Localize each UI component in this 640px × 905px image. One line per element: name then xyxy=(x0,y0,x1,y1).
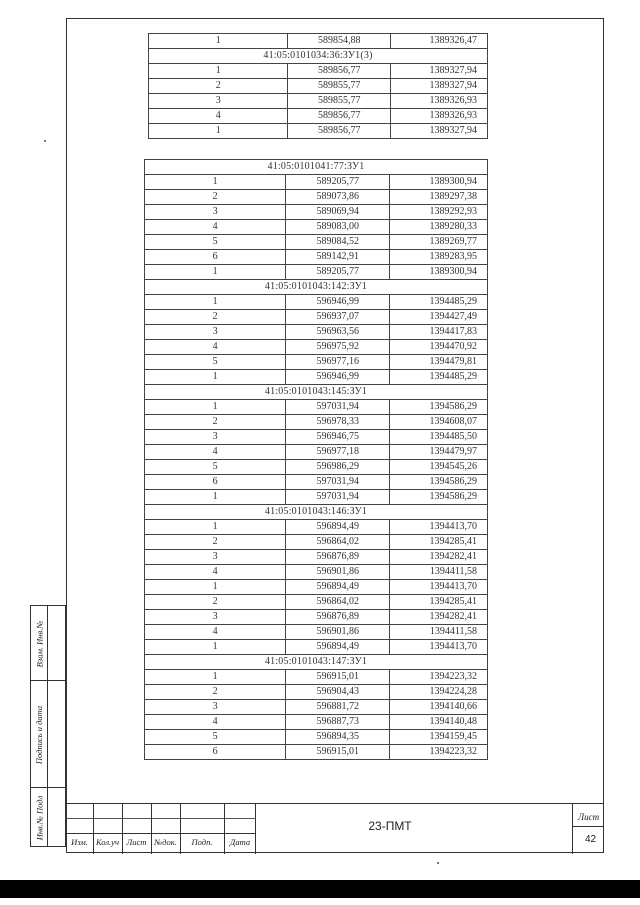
sidebar-label-inv xyxy=(31,788,47,848)
sidebar-text-replaces: Взам. Инв.№ xyxy=(34,620,44,667)
coord-y: 1389327,94 xyxy=(391,124,488,139)
table-row xyxy=(145,325,488,340)
coord-y: 1389297,38 xyxy=(390,190,488,205)
coord-y: 1389326,47 xyxy=(391,34,488,49)
coord-x: 589073,86 xyxy=(286,190,390,205)
coord-x: 596946,99 xyxy=(286,295,390,310)
coord-x: 589856,77 xyxy=(288,64,391,79)
coord-y: 1394285,41 xyxy=(390,535,488,550)
table-row xyxy=(145,565,488,580)
coord-y: 1389269,77 xyxy=(390,235,488,250)
header-doc-no: №док. xyxy=(154,837,177,847)
coord-y: 1389283,95 xyxy=(390,250,488,265)
sheet-box-line xyxy=(572,804,573,854)
parcel-header-row xyxy=(149,49,488,64)
parcel-header-row xyxy=(145,655,488,670)
table-row xyxy=(145,520,488,535)
coord-y: 1394479,81 xyxy=(390,355,488,370)
coordinates-table-top xyxy=(148,33,488,139)
point-number: 4 xyxy=(145,340,286,355)
parcel-header-row xyxy=(145,160,488,175)
coord-x: 596915,01 xyxy=(286,670,390,685)
coord-y: 1389327,94 xyxy=(391,64,488,79)
coord-y: 1394413,70 xyxy=(390,580,488,595)
coord-y: 1394470,92 xyxy=(390,340,488,355)
table-row xyxy=(145,640,488,655)
sheet-box-split xyxy=(572,826,604,827)
coord-y: 1389327,94 xyxy=(391,79,488,94)
coord-y: 1394140,48 xyxy=(390,715,488,730)
table-row xyxy=(145,250,488,265)
coord-y: 1394586,29 xyxy=(390,400,488,415)
coord-x: 596963,56 xyxy=(286,325,390,340)
table-row xyxy=(149,79,488,94)
header-izm: Изм. xyxy=(71,837,88,847)
table-row xyxy=(145,265,488,280)
table-row xyxy=(145,610,488,625)
sidebar-label-signature xyxy=(31,681,47,788)
table-row xyxy=(145,535,488,550)
parcel-id: 41:05:0101041:77:ЗУ1 xyxy=(145,160,488,175)
coord-x: 596894,49 xyxy=(286,640,390,655)
coord-x: 596887,73 xyxy=(286,715,390,730)
coord-y: 1394608,07 xyxy=(390,415,488,430)
table-row xyxy=(145,310,488,325)
point-number: 6 xyxy=(145,475,286,490)
point-number: 1 xyxy=(145,400,286,415)
table-row xyxy=(149,34,488,49)
coord-y: 1394223,32 xyxy=(390,670,488,685)
point-number: 1 xyxy=(149,34,288,49)
parcel-id: 41:05:0101034:36:ЗУ1(3) xyxy=(149,49,488,64)
parcel-header-row xyxy=(145,385,488,400)
point-number: 4 xyxy=(145,445,286,460)
point-number: 1 xyxy=(145,580,286,595)
point-number: 1 xyxy=(145,370,286,385)
coord-x: 596894,49 xyxy=(286,520,390,535)
coord-x: 596864,02 xyxy=(286,595,390,610)
point-number: 2 xyxy=(145,595,286,610)
point-number: 1 xyxy=(145,640,286,655)
coord-x: 596894,35 xyxy=(286,730,390,745)
table-row xyxy=(145,595,488,610)
table-row xyxy=(145,625,488,640)
parcel-header-row xyxy=(145,505,488,520)
point-number: 6 xyxy=(145,745,286,760)
coord-x: 596901,86 xyxy=(286,625,390,640)
coord-x: 596904,43 xyxy=(286,685,390,700)
table-row xyxy=(145,580,488,595)
point-number: 3 xyxy=(145,700,286,715)
coord-x: 589854,88 xyxy=(288,34,391,49)
point-number: 3 xyxy=(145,325,286,340)
coord-y: 1389326,93 xyxy=(391,94,488,109)
table-row xyxy=(145,235,488,250)
sheet-label: Лист xyxy=(578,812,600,822)
header-signature: Подп. xyxy=(191,837,213,847)
point-number: 3 xyxy=(145,550,286,565)
coord-x: 597031,94 xyxy=(286,400,390,415)
point-number: 2 xyxy=(145,535,286,550)
scan-border-bar xyxy=(0,880,640,898)
point-number: 6 xyxy=(145,250,286,265)
table-row xyxy=(145,295,488,310)
coord-y: 1394285,41 xyxy=(390,595,488,610)
sidebar-text-inv: Инв.№ Подл xyxy=(34,795,44,841)
header-list: Лист xyxy=(126,837,147,847)
scan-speck xyxy=(437,862,439,864)
coord-x: 597031,94 xyxy=(286,475,390,490)
coord-x: 596876,89 xyxy=(286,550,390,565)
scan-speck xyxy=(44,140,46,142)
coord-x: 589856,77 xyxy=(288,109,391,124)
table-row xyxy=(145,460,488,475)
coord-x: 596901,86 xyxy=(286,565,390,580)
coord-y: 1394413,70 xyxy=(390,520,488,535)
title-grid-row-line xyxy=(66,818,256,819)
coord-y: 1394282,41 xyxy=(390,550,488,565)
point-number: 5 xyxy=(145,460,286,475)
coordinates-table-main xyxy=(144,159,488,760)
coord-x: 596937,07 xyxy=(286,310,390,325)
coord-y: 1389292,93 xyxy=(390,205,488,220)
coord-x: 596977,16 xyxy=(286,355,390,370)
approval-sidebar xyxy=(30,605,66,847)
table-row xyxy=(145,175,488,190)
coord-y: 1394413,70 xyxy=(390,640,488,655)
coord-y: 1394545,26 xyxy=(390,460,488,475)
coord-x: 596975,92 xyxy=(286,340,390,355)
coord-x: 596978,33 xyxy=(286,415,390,430)
coord-x: 589205,77 xyxy=(286,175,390,190)
point-number: 4 xyxy=(145,220,286,235)
document-code: 23-ПМТ xyxy=(368,819,412,833)
coord-x: 596977,18 xyxy=(286,445,390,460)
header-date: Дата xyxy=(229,837,251,847)
coord-y: 1394224,28 xyxy=(390,685,488,700)
coord-y: 1389300,94 xyxy=(390,265,488,280)
point-number: 5 xyxy=(145,235,286,250)
coord-x: 589084,52 xyxy=(286,235,390,250)
parcel-header-row xyxy=(145,280,488,295)
table-row xyxy=(145,340,488,355)
table-row xyxy=(145,355,488,370)
point-number: 3 xyxy=(149,94,288,109)
coord-y: 1389280,33 xyxy=(390,220,488,235)
title-grid-row-line xyxy=(66,833,256,834)
coord-y: 1394485,29 xyxy=(390,370,488,385)
table-row xyxy=(145,400,488,415)
coord-x: 596894,49 xyxy=(286,580,390,595)
point-number: 2 xyxy=(149,79,288,94)
coord-y: 1394586,29 xyxy=(390,490,488,505)
parcel-id: 41:05:0101043:142:ЗУ1 xyxy=(145,280,488,295)
sheet-number: 42 xyxy=(585,834,597,845)
point-number: 3 xyxy=(145,205,286,220)
point-number: 1 xyxy=(145,670,286,685)
table-row xyxy=(145,730,488,745)
coord-x: 589069,94 xyxy=(286,205,390,220)
coord-x: 596864,02 xyxy=(286,535,390,550)
coord-x: 597031,94 xyxy=(286,490,390,505)
sidebar-label-replaces xyxy=(31,606,47,681)
coord-y: 1394427,49 xyxy=(390,310,488,325)
table-row xyxy=(145,430,488,445)
table-row xyxy=(149,64,488,79)
table-row xyxy=(149,94,488,109)
coord-y: 1394282,41 xyxy=(390,610,488,625)
coord-x: 589855,77 xyxy=(288,79,391,94)
coord-y: 1394159,45 xyxy=(390,730,488,745)
coord-x: 589855,77 xyxy=(288,94,391,109)
coord-y: 1389326,93 xyxy=(391,109,488,124)
table-row xyxy=(145,445,488,460)
coord-x: 596946,75 xyxy=(286,430,390,445)
parcel-id: 41:05:0101043:147:ЗУ1 xyxy=(145,655,488,670)
table-row xyxy=(149,124,488,139)
point-number: 2 xyxy=(145,190,286,205)
table-row xyxy=(145,190,488,205)
point-number: 2 xyxy=(145,415,286,430)
point-number: 5 xyxy=(145,730,286,745)
table-row xyxy=(145,715,488,730)
point-number: 1 xyxy=(145,265,286,280)
point-number: 1 xyxy=(145,175,286,190)
sidebar-text-signature: Подпись и дата xyxy=(34,705,45,764)
coord-x: 596876,89 xyxy=(286,610,390,625)
coord-y: 1394140,66 xyxy=(390,700,488,715)
coord-x: 596881,72 xyxy=(286,700,390,715)
table-row xyxy=(145,205,488,220)
table-row xyxy=(145,670,488,685)
coord-y: 1394417,83 xyxy=(390,325,488,340)
table-row xyxy=(145,745,488,760)
parcel-id: 41:05:0101043:145:ЗУ1 xyxy=(145,385,488,400)
table-row xyxy=(145,475,488,490)
coord-y: 1394479,97 xyxy=(390,445,488,460)
point-number: 4 xyxy=(145,565,286,580)
coord-y: 1394223,32 xyxy=(390,745,488,760)
point-number: 4 xyxy=(149,109,288,124)
point-number: 1 xyxy=(145,490,286,505)
point-number: 4 xyxy=(145,625,286,640)
coord-x: 589083,00 xyxy=(286,220,390,235)
coord-x: 589142,91 xyxy=(286,250,390,265)
coord-x: 596946,99 xyxy=(286,370,390,385)
table-row xyxy=(145,700,488,715)
point-number: 1 xyxy=(149,64,288,79)
table-row xyxy=(149,109,488,124)
point-number: 3 xyxy=(145,430,286,445)
point-number: 3 xyxy=(145,610,286,625)
point-number: 4 xyxy=(145,715,286,730)
coord-x: 589205,77 xyxy=(286,265,390,280)
table-row xyxy=(145,490,488,505)
table-row xyxy=(145,370,488,385)
point-number: 1 xyxy=(149,124,288,139)
point-number: 5 xyxy=(145,355,286,370)
coord-y: 1394485,29 xyxy=(390,295,488,310)
table-row xyxy=(145,415,488,430)
coord-y: 1389300,94 xyxy=(390,175,488,190)
coord-y: 1394411,58 xyxy=(390,565,488,580)
coord-x: 596915,01 xyxy=(286,745,390,760)
coord-y: 1394485,50 xyxy=(390,430,488,445)
coord-y: 1394586,29 xyxy=(390,475,488,490)
table-row xyxy=(145,220,488,235)
table-row xyxy=(145,685,488,700)
coord-x: 589856,77 xyxy=(288,124,391,139)
table-row xyxy=(145,550,488,565)
point-number: 1 xyxy=(145,520,286,535)
header-kol-uch: Кол.уч xyxy=(95,837,120,847)
parcel-id: 41:05:0101043:146:ЗУ1 xyxy=(145,505,488,520)
point-number: 2 xyxy=(145,310,286,325)
coord-y: 1394411,58 xyxy=(390,625,488,640)
coord-x: 596986,29 xyxy=(286,460,390,475)
point-number: 1 xyxy=(145,295,286,310)
point-number: 2 xyxy=(145,685,286,700)
